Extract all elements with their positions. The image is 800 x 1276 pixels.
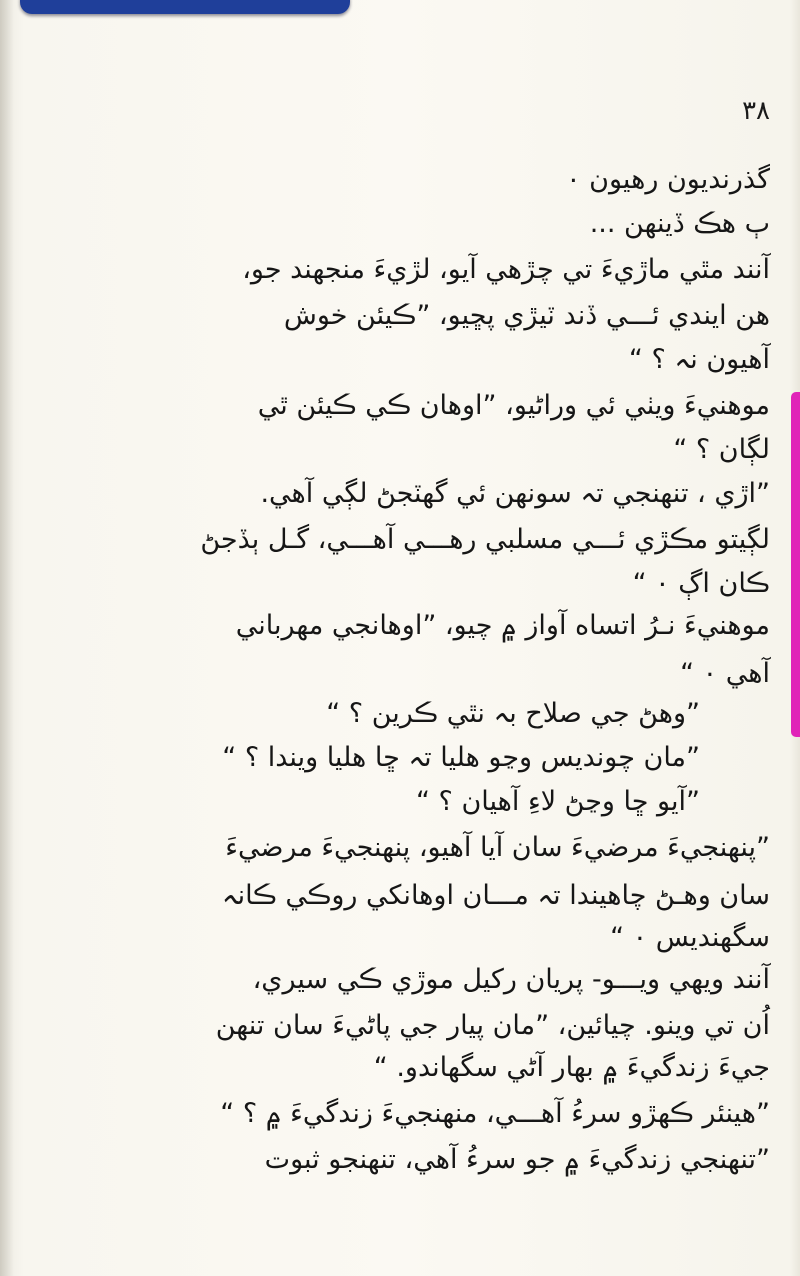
text-line-23: ”تنهنجي زندگيءَ ۾ جو سرءُ آهي، تنهنجو ثبوت	[264, 1144, 770, 1175]
text-line-8: ”اڙي ، تنهنجي تہ سونهن ئي گهٽجڻ لڳي آهي.	[260, 478, 770, 509]
pink-page-tab	[791, 392, 800, 737]
text-line-18: سگهنديس ٠ “	[610, 922, 770, 953]
text-line-1: گذرنديون رهيون ٠	[566, 164, 770, 195]
blue-bookmark-strip	[20, 0, 350, 14]
text-line-14: ”مان چوندي‍س وڃو هليا تہ ڇا هليا ويندا ؟ “	[222, 742, 700, 773]
text-line-4: هن ايندي ئـــي ڏند ٽيڙي پڇيو، ”ڪيئن خوش	[283, 300, 770, 331]
page-number: ۳۸	[742, 96, 770, 126]
text-line-22: ”هينئر ڪهڙو سرءُ آهـــي، منهنجيءَ زندگيءَ ۾ ؟ “	[220, 1098, 770, 1129]
text-line-3: آنند مٿي ماڙيءَ تي چڙهي آيو، لڙيءَ منجهند جو،	[242, 254, 770, 285]
text-line-11: موهنيءَ نـرُ اتساه آواز ۾ چيو، ”اوهانجي مهرباني	[235, 610, 770, 641]
page-gutter-shadow	[0, 0, 14, 1276]
text-line-20: اُن تي وينو. چيائين، ”مان پيار جي پاڻيءَ سان تنهن	[215, 1010, 770, 1041]
text-line-10: ڪان اڳ ٠ “	[632, 568, 770, 599]
text-line-15: ”آيو ڇا وڃڻ لاءِ آهيان ؟ “	[415, 786, 700, 817]
text-line-19: آنند ويهي ويـــو- پريان رکيل موڙي ڪي سيري،	[252, 964, 770, 995]
text-line-5: آهيون نہ ؟ “	[628, 344, 770, 375]
text-line-16: ”پنهنجيءَ مرضيءَ سان آيا آهيو، پنهنجيءَ مرضيءَ	[225, 832, 770, 863]
text-line-17: سان وهـڻ چاهيندا تہ مـــان اوهانکي روڪي ڪانہ	[221, 880, 770, 911]
text-line-21: جيءَ زندگيءَ ۾ بهار آڻي سگهاندو. “	[373, 1052, 770, 1083]
text-line-7: لڳان ؟ “	[673, 434, 770, 465]
text-line-6: موهنيءَ ويٺي ئي وراڻيو، ”اوهان ڪي ڪيئن ٿي	[257, 390, 770, 421]
text-line-2: ٻ هڪ ڏينهن ...	[589, 208, 770, 239]
text-line-9: لڳيتو مڪڙي ئـــي مسلبي رهـــي آهـــي، گـل ٻڏجڻ	[200, 524, 770, 555]
text-line-12: آهي ٠ “	[680, 658, 770, 689]
text-line-13: ”وهڻ جي صلاح بہ نٿي ڪرين ؟ “	[326, 698, 700, 729]
